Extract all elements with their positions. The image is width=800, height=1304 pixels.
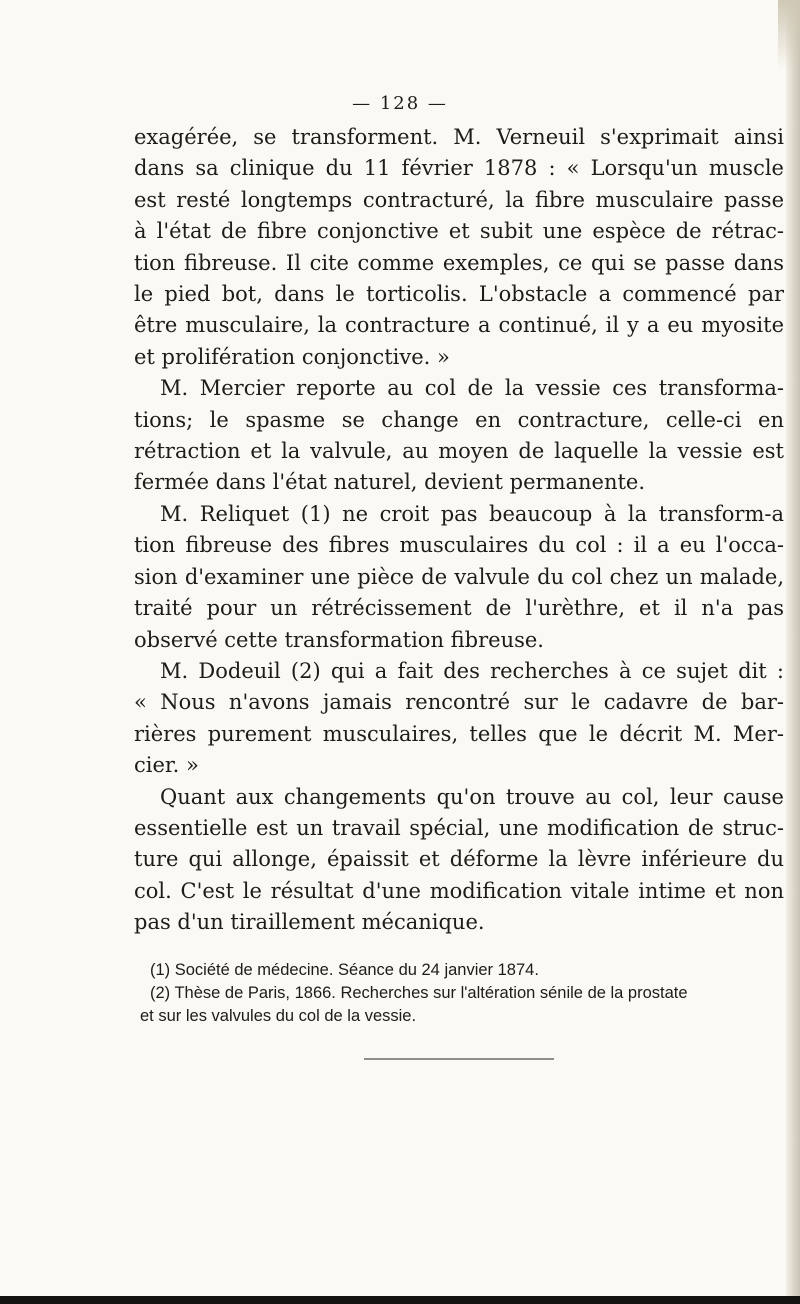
body-line: traité pour un rétrécissement de l'urèthre, et il n'a pas	[134, 596, 784, 621]
body-line: sion d'examiner une pièce de valvule du col chez un malade,	[134, 564, 784, 589]
footnotes	[140, 959, 786, 1028]
body-line: M. Reliquet (1) ne croit pas beaucoup à la transform-a	[160, 501, 784, 526]
body-line: cier. »	[134, 753, 199, 778]
footnote-line: (2) Thèse de Paris, 1866. Recherches sur l'altération sénile de la prostate	[150, 984, 688, 1002]
body-line: fermée dans l'état naturel, devient permanente.	[134, 470, 646, 495]
body-line: rières purement musculaires, telles que le décrit M. Mer-	[134, 721, 784, 746]
body-line: tion fibreuse. Il cite comme exemples, ce qui se passe dans	[134, 250, 784, 275]
body-text	[134, 122, 784, 939]
body-line: « Nous n'avons jamais rencontré sur le cadavre de bar-	[134, 690, 784, 715]
body-line: à l'état de fibre conjonctive et subit une espèce de rétrac-	[134, 219, 784, 244]
body-line: le pied bot, dans le torticolis. L'obstacle a commencé par	[134, 282, 784, 307]
page-bottom-band	[0, 1296, 800, 1304]
body-line: rétraction et la valvule, au moyen de laquelle la vessie est	[134, 439, 784, 464]
body-line: M. Dodeuil (2) qui a fait des recherches à ce sujet dit :	[160, 658, 784, 683]
body-line: est resté longtemps contracturé, la fibre musculaire passe	[134, 187, 784, 212]
footnote-line: (1) Société de médecine. Séance du 24 janvier 1874.	[150, 961, 539, 979]
page-number: — 128 —	[352, 93, 448, 114]
body-line: M. Mercier reporte au col de la vessie ces transforma-	[160, 376, 784, 401]
body-line: pas d'un tiraillement mécanique.	[134, 910, 485, 935]
ornamental-rule	[364, 1058, 554, 1060]
body-line: Quant aux changements qu'on trouve au col, leur cause	[160, 784, 784, 809]
body-line: ture qui allonge, épaissit et déforme la lèvre inférieure du	[134, 847, 784, 872]
footnote-line: et sur les valvules du col de la vessie.	[140, 1007, 417, 1025]
body-line: exagérée, se transforment. M. Verneuil s'exprimait ainsi	[134, 125, 784, 149]
page-edge	[786, 0, 800, 1304]
body-line: dans sa clinique du 11 février 1878 : « Lorsqu'un muscle	[134, 156, 784, 181]
body-line: tions; le spasme se change en contracture, celle-ci en	[134, 407, 784, 432]
body-line: être musculaire, la contracture a continué, il y a eu myosite	[134, 313, 784, 338]
body-line: et prolifération conjonctive. »	[134, 344, 450, 369]
body-line: col. C'est le résultat d'une modification vitale intime et non	[134, 878, 784, 903]
body-line: tion fibreuse des fibres musculaires du col : il a eu l'occa-	[134, 533, 784, 558]
page-curl-shadow	[778, 0, 800, 70]
body-line: observé cette transformation fibreuse.	[134, 627, 544, 652]
body-line: essentielle est un travail spécial, une modification de struc-	[134, 815, 784, 840]
